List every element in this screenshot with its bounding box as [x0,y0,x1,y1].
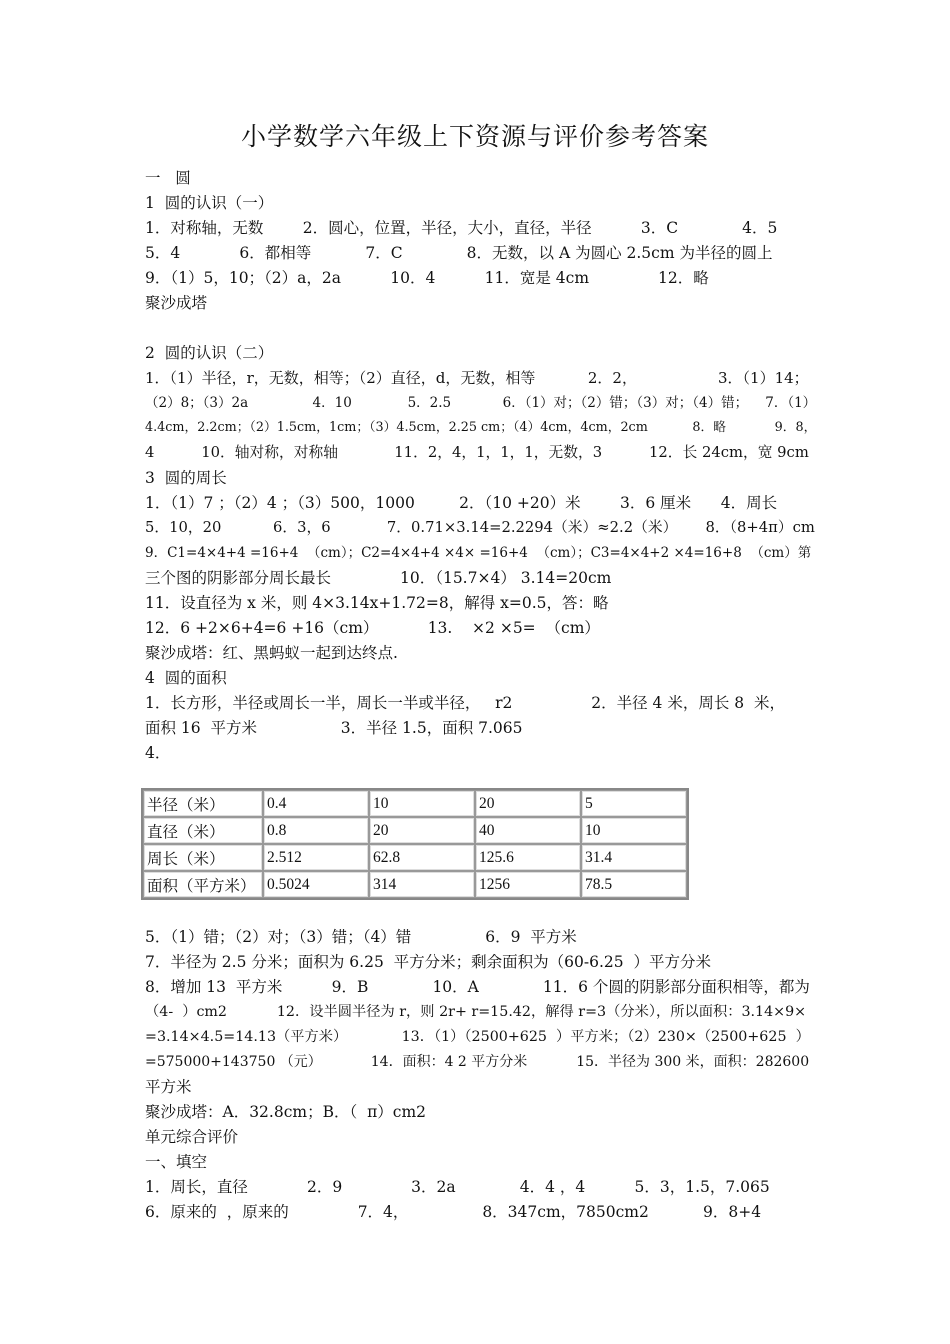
answer-line: 5．4 6．都相等 7．C 8．无数，以 A 为圆心 2.5cm 为半径的圆上 [145,244,773,262]
table-cell: 314 [369,871,475,898]
answer-line: 8．增加 13 平方米 9．B 10．A 11．6 个圆的阴影部分面积相等，都为 [145,978,810,996]
table-cell: 2.512 [263,844,369,871]
answer-line: 7．半径为 2.5 分米；面积为 6.25 平方分米；剩余面积为（60-6.25 ）平方分米 [145,953,711,971]
answer-line: 5．（1）错；（2）对；（3）错；（4）错 6．9 平方米 [145,928,577,946]
answer-line: =3.14×4.5=14.13（平方米） 13．（1）（2500+625 ）平方米；（2）230×（2500+625 ） [145,1029,810,1045]
table-cell: 40 [475,817,581,844]
table-cell: 10 [581,817,687,844]
table-cell: 周长（米） [143,844,263,871]
subsection-heading: 4 圆的面积 [145,669,227,687]
table-cell: 78.5 [581,871,687,898]
subsection-heading: 一、填空 [145,1153,208,1171]
table-cell: 直径（米） [143,817,263,844]
answer-line: 6．原来的 ，原来的 7．4， 8．347cm，7850cm2 9．8+4 [145,1203,762,1221]
table-cell: 62.8 [369,844,475,871]
table-cell: 20 [475,790,581,817]
table-cell: 31.4 [581,844,687,871]
page-title: 小学数学六年级上下资源与评价参考答案 [240,122,709,151]
table-cell: 0.8 [263,817,369,844]
answer-line: 面积 16 平方米 3．半径 1.5，面积 7.065 [145,719,523,737]
table-cell: 5 [581,790,687,817]
table-cell: 20 [369,817,475,844]
answer-line: =575000+143750 （元） 14．面积：4 2 平方分米 15．半径为 300 米，面积：282600 [145,1054,810,1070]
section-heading: 一 圆 [145,169,191,187]
table-cell: 1256 [475,871,581,898]
table-row [143,871,687,898]
answer-line: 1．对称轴，无数 2．圆心，位置，半径，大小，直径，半径 3．C 4．5 [145,219,778,237]
answer-line: 4． [145,744,171,762]
answer-line: 12．6 +2×6+4=6 +16（cm） 13. ×2 ×5= （cm） [145,619,600,637]
answer-line: 11．设直径为 x 米，则 4×3.14x+1.72=8，解得 x=0.5，答：略 [145,594,609,612]
table-cell: 0.5024 [263,871,369,898]
answer-line: 平方米 [145,1078,192,1096]
table-cell: 面积（平方米） [143,871,263,898]
answer-line: 1．周长，直径 2．9 3．2a 4．4 ，4 5．3，1.5，7.065 [145,1178,770,1196]
answer-line: 1．（1）7 ；（2）4 ；（3）500，1000 2．（10 +20）米 3．6 厘米 4．周长 [145,494,778,512]
table-row [143,817,687,844]
answer-line: 聚沙成塔：A．32.8cm；B．（ π）cm2 [145,1103,427,1121]
subsection-heading: 1 圆的认识（一） [145,194,274,212]
answer-line: 9．（1）5，10；（2）a，2a 10．4 11．宽是 4cm 12．略 [145,269,709,287]
subsection-heading: 3 圆的周长 [145,469,227,487]
answer-line: 聚沙成塔 [145,294,208,312]
answer-line: （2）8；（3）2a 4．10 5．2.5 6．（1）对；（2）错；（3）对；（4）错； 7．（1） [145,395,817,411]
answer-line: 1．长方形，半径或周长一半，周长一半或半径， r2 2．半径 4 米，周长 8 米， [145,694,785,712]
circle-data-table [141,788,689,900]
answer-line: 4.4cm，2.2cm；（2）1.5cm，1cm；（3）4.5cm，2.25 cm；（4）4cm，4cm，2cm 8．略 9．8， [145,420,817,435]
section-heading: 单元综合评价 [145,1128,239,1146]
table-row [143,844,687,871]
table-row [143,790,687,817]
answer-line: （4- ）cm2 12．设半圆半径为 r，则 2r+ r=15.42，解得 r=3（分米），所以面积：3.14×9× [145,1004,807,1020]
answer-line: 9．C1=4×4+4 =16+4 （cm）；C2=4×4+4 ×4× =16+4 （cm）；C3=4×4+2 ×4=16+8 （cm）第 [145,545,812,561]
answer-line: 聚沙成塔：红、黑蚂蚁一起到达终点. [145,644,398,662]
answer-line: 5．10，20 6．3，6 7．0.71×3.14=2.2294（米）≈2.2（米） 8．（8+4π）cm [145,519,815,536]
answer-line: 1．（1）半径，r，无数，相等；（2）直径，d，无数，相等 2．2， 3．（1）14； [145,369,809,387]
answer-line: 4 10．轴对称，对称轴 11．2，4，1，1，1，无数，3 12．长 24cm，宽 9cm [145,444,809,461]
table-cell: 0.4 [263,790,369,817]
table-cell: 10 [369,790,475,817]
answer-line: 三个图的阴影部分周长最长 10．（15.7×4） 3.14=20cm [145,569,612,587]
table-cell: 半径（米） [143,790,263,817]
table-cell: 125.6 [475,844,581,871]
subsection-heading: 2 圆的认识（二） [145,344,274,362]
